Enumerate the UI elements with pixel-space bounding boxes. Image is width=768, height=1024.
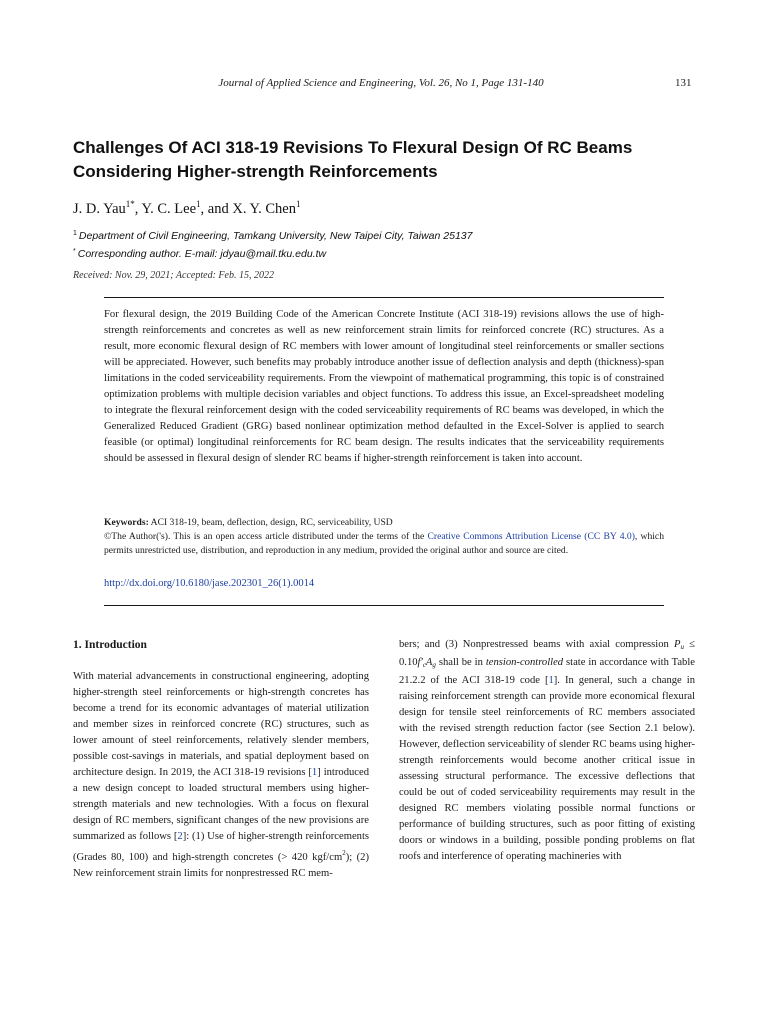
intro-text-4: ); (2) New reinforcement strain limits for nonprestressed RC mem- xyxy=(73,852,369,879)
intro-paragraph-continued xyxy=(399,637,695,865)
license-text-before: ©The Author('s). This is an open access article distributed under the terms of the xyxy=(104,531,428,542)
math-subscript: g xyxy=(432,661,436,669)
author-2-mark: 1 xyxy=(196,199,201,209)
intro-paragraph xyxy=(73,669,369,882)
inline-math xyxy=(674,639,684,650)
intro-text-2: ] introduced a new design concept to loaded structural members using higher-strength materials and new technologies. With a focus on flexural design of RC members, significant changes of the new provisions are summarized as follows [ xyxy=(73,767,369,842)
abstract-text: For flexural design, the 2019 Building Code of the American Concrete Institute (ACI 318-19) revisions allows the use of high-strength reinforcements and concretes as well as new reinforcement strain limits for reinforced concrete (RC) structures. As a result, more economic flexural design of RC members with lower amount of longitudinal steel reinforcements or smaller sections will be appreciated. However, such benefits may probably introduce another issue of deflection analysis and depth (thickness)-span limitations in the coded serviceability requirements. From the viewpoint of mathematical programming, this topic is of constrained optimization problems with multiple decision variables and object functions. To address this issue, an Excel-spreadsheet modeling to integrate the flexural reinforcement design with the coded serviceability requirements of RC beams was developed, in which the Generalized Reduced Gradient (GRG) based nonlinear optimization method defaulted in the Excel-Solver is applied to search feasible (or optimal) longitudinal reinforcements for RC beam design. The results indicates that the serviceability requirements should be assessed in flexural design of slender RC beams if higher-strength reinforcement is taken into account. xyxy=(104,309,664,464)
affiliation-1-mark: 1 xyxy=(73,230,77,237)
intro-text-5: bers; and (3) Nonprestressed beams with axial compression xyxy=(399,639,675,650)
title-line-1: Challenges Of ACI 318-19 Revisions To Flexural Design Of RC Beams xyxy=(73,138,633,157)
math-subscript: u xyxy=(680,643,684,651)
abstract-bottom-rule xyxy=(104,605,664,606)
doi-link[interactable]: http://dx.doi.org/10.6180/jase.202301_26(1).0014 xyxy=(104,578,315,589)
intro-text-7: state in accordance with Table 21.2.2 of the ACI 318-19 code [ xyxy=(399,657,695,686)
journal-citation: Journal of Applied Science and Engineering, Vol. 26, No 1, Page 131-140 xyxy=(218,77,544,89)
license-notice xyxy=(104,530,664,558)
author-separator: , and xyxy=(200,201,233,217)
intro-text-3: ]: (1) Use of higher-strength reinforcements (Grades 80, 100) and high-strength concretes (> 420 kgf/cm xyxy=(73,831,370,863)
running-header xyxy=(0,75,768,93)
affiliation-1 xyxy=(73,226,713,244)
author-3: X. Y. Chen xyxy=(232,201,296,217)
unit-superscript: 2 xyxy=(342,849,346,857)
corresponding-mark: * xyxy=(73,248,76,255)
paper-title xyxy=(73,136,713,184)
page-number: 131 xyxy=(675,77,692,89)
math-symbol: A xyxy=(425,657,433,668)
author-1-mark: 1* xyxy=(125,199,135,209)
math-symbol: f′ xyxy=(417,657,423,668)
citation-link[interactable]: 1 xyxy=(311,767,318,778)
affiliation-1-text: Department of Civil Engineering, Tamkang University, New Taipei City, Taiwan 25137 xyxy=(78,230,473,242)
license-text-after: , which permits unrestricted use, distribution, and reproduction in any medium, provided the original author and source are cited. xyxy=(104,531,664,556)
author-2: Y. C. Lee xyxy=(141,201,197,217)
citation-link[interactable]: 2 xyxy=(177,831,183,842)
intro-text-8: ]. In general, such a change in raising reinforcement strength can provide more economical flexural design for tensile steel reinforcements of RC members associated with the revised strength reduction factor (see Section 2.1 below). However, deflection serviceability of slender RC beams using higher-strength reinforcements would become another critical issue in assessing structural performance. The excessive deflections that could be out of coded serviceability requirements may result in the designed RC members violating possible normal functions or performance of building structures, such as poor fitting of existing doors or windows in a building, possible ponding problems on flat roofs and interference of operating machineries with xyxy=(399,675,695,862)
intro-text-1: With material advancements in constructional engineering, adopting higher-strength steel reinforcements or high-strength concretes has become a trend for its economic advantages of material utilization and member sizes in reinforced concrete (RC) structures, such as lower amount of steel reinforcements, relatively slender members, possible cost-savings in materials, and spatial deployment based on architecture design. In 2019, the ACI 318-19 revisions [ xyxy=(73,671,369,778)
math-symbol: P xyxy=(674,639,681,650)
intro-text-6: shall be in xyxy=(435,657,486,668)
keywords-text: ACI 318-19, beam, deflection, design, RC, serviceability, USD xyxy=(148,517,393,528)
license-link[interactable]: Creative Commons Attribution License (CC BY 4.0) xyxy=(427,531,635,542)
corresponding-author xyxy=(73,244,713,262)
author-list xyxy=(73,199,301,218)
math-subscript: c xyxy=(422,661,426,669)
author-3-mark: 1 xyxy=(296,199,301,209)
keywords xyxy=(104,516,664,530)
author-1: J. D. Yau xyxy=(73,201,126,217)
left-column xyxy=(73,669,369,882)
inline-math xyxy=(418,657,436,668)
section-heading: 1. Introduction xyxy=(73,639,147,651)
abstract-top-rule xyxy=(104,297,664,298)
affiliations xyxy=(73,226,713,262)
emphasis-text: tension-controlled xyxy=(485,657,564,668)
author-separator: , xyxy=(134,201,142,217)
keywords-label: Keywords: xyxy=(104,517,149,528)
right-column xyxy=(399,637,695,865)
title-line-2: Considering Higher-strength Reinforcements xyxy=(73,162,438,181)
received-accepted-dates: Received: Nov. 29, 2021; Accepted: Feb. 15, 2022 xyxy=(73,270,274,281)
citation-link[interactable]: 1 xyxy=(548,675,554,686)
math-relation: ≤ 0.10 xyxy=(399,639,695,668)
corresponding-text: Corresponding author. E-mail: jdyau@mail.tku.edu.tw xyxy=(77,248,327,260)
